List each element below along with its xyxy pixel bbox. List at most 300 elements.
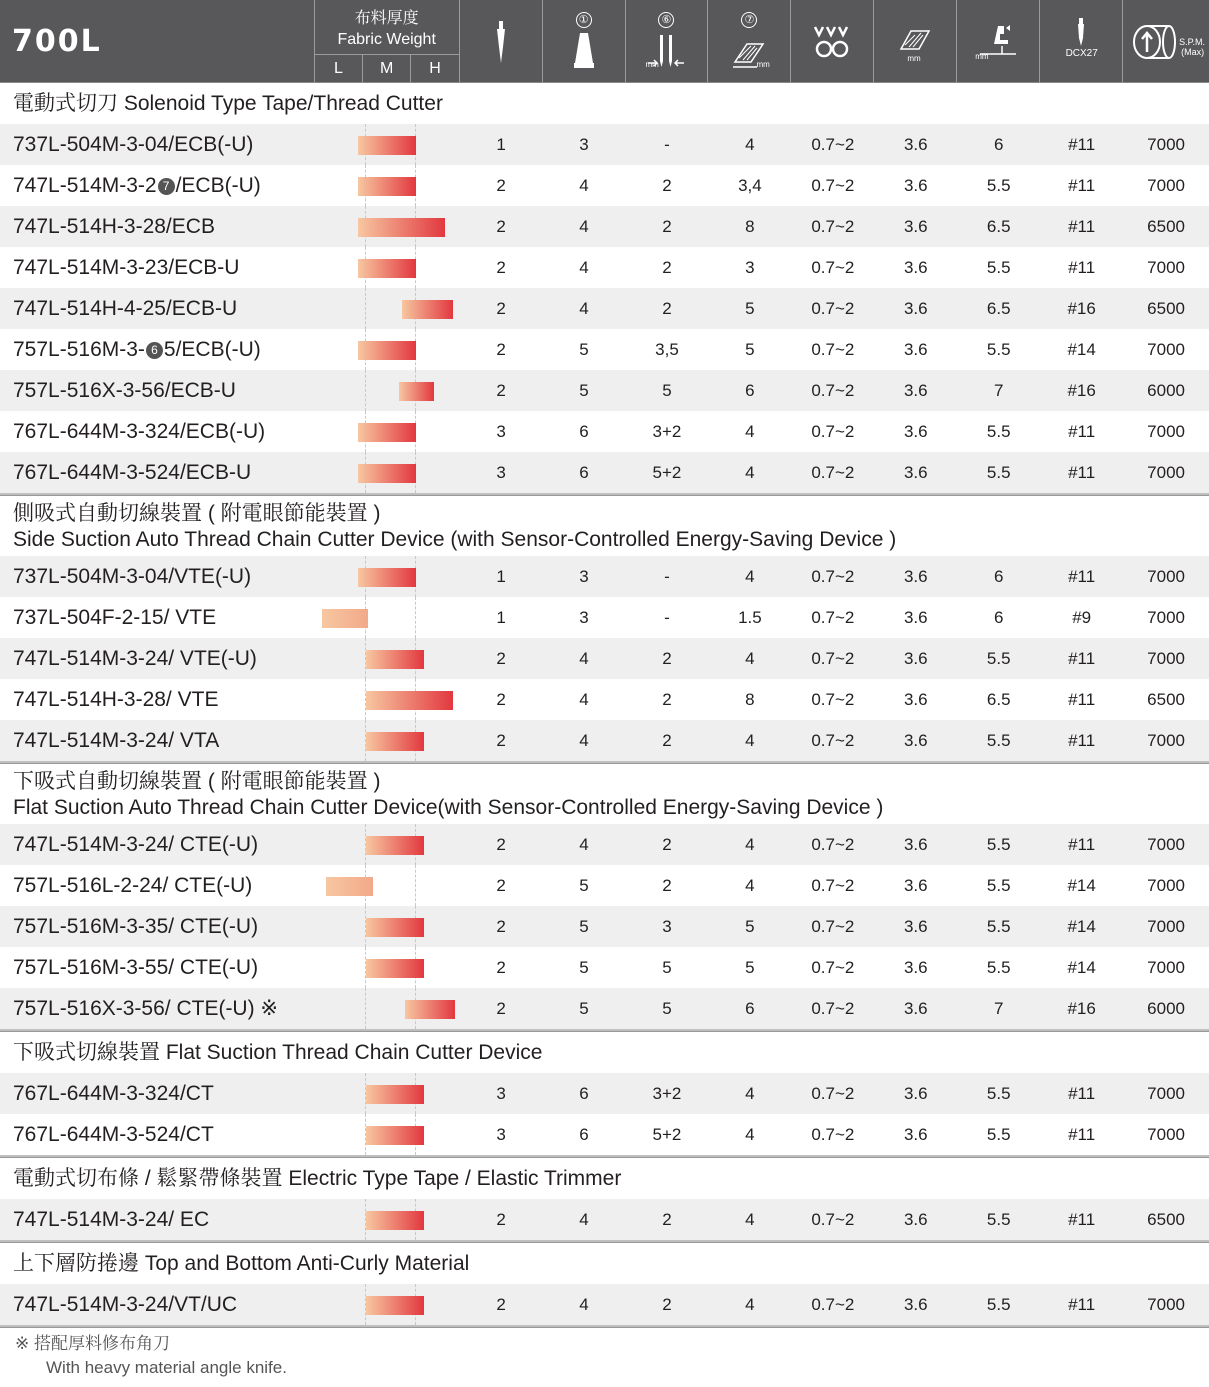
spec-value: 4 xyxy=(579,1294,589,1314)
spec-value: 3.6 xyxy=(903,175,928,195)
table-row xyxy=(0,906,1209,947)
model-name: 747L-514M-3-24/ EC xyxy=(13,1207,210,1231)
spec-value: 2 xyxy=(662,298,672,318)
spec-value: 6 xyxy=(993,607,1004,627)
spec-value: #14 xyxy=(1067,875,1096,895)
spec-value: 4 xyxy=(745,730,755,750)
weight-divider xyxy=(365,988,366,1029)
spec-value: 7000 xyxy=(1147,730,1185,750)
spec-value: 3.6 xyxy=(903,607,928,627)
spec-value: 5.5 xyxy=(986,875,1011,895)
fabric-weight-bar-cell xyxy=(315,329,460,370)
spec-value: 3.6 xyxy=(903,1209,928,1229)
spec-value: 4 xyxy=(745,462,755,482)
section-title xyxy=(0,764,1209,824)
fabric-weight-bar xyxy=(358,177,416,196)
section-title-line: 下吸式自動切線裝置 ( 附電眼節能裝置 ) xyxy=(13,770,381,793)
spec-value: 6 xyxy=(579,462,589,482)
spec-value: 3.6 xyxy=(903,380,928,400)
fabric-weight-bar-cell xyxy=(315,988,460,1029)
table-row xyxy=(0,329,1209,370)
spec-value: 3 xyxy=(496,1124,506,1144)
spec-value: #9 xyxy=(1072,607,1092,627)
spec-value: 4 xyxy=(579,257,589,277)
section-title-line: 電動式切布條 / 鬆緊帶條裝置 Electric Type Tape / Elastic Trimmer xyxy=(13,1167,622,1190)
section-divider xyxy=(0,1325,1209,1328)
model-name-prefix: 747L-514M-3-2 xyxy=(13,173,157,197)
fabric-weight-bar-cell xyxy=(315,370,460,411)
spec-value: 2 xyxy=(662,216,672,236)
table-row xyxy=(0,1284,1209,1325)
spec-value: 4 xyxy=(745,875,755,895)
fabric-weight-bar xyxy=(366,959,424,978)
spec-value: 5.5 xyxy=(986,175,1011,195)
spec-value: #11 xyxy=(1068,421,1096,441)
spec-value: 7000 xyxy=(1147,648,1185,668)
model-name: 767L-644M-3-324/CT xyxy=(13,1081,214,1105)
table-row xyxy=(0,597,1209,638)
fabric-weight-bar xyxy=(366,650,424,669)
spec-value: 2 xyxy=(496,648,506,668)
section-title-line: 側吸式自動切線裝置 ( 附電眼節能裝置 ) xyxy=(13,502,381,525)
model-name xyxy=(0,174,315,198)
spec-value: - xyxy=(664,607,670,627)
spec-value: 5 xyxy=(579,998,589,1018)
spec-value: 4 xyxy=(745,1083,755,1103)
spec-value: 2 xyxy=(662,648,672,668)
spec-value: 3.6 xyxy=(903,916,928,936)
table-row xyxy=(0,247,1209,288)
table-row xyxy=(0,1114,1209,1155)
spec-value: 5 xyxy=(745,957,755,977)
spec-value: 4 xyxy=(579,689,589,709)
spec-value: 3.6 xyxy=(903,298,928,318)
table-row xyxy=(0,865,1209,906)
fabric-weight-bar xyxy=(366,691,453,710)
spec-value: 3 xyxy=(579,607,589,627)
spec-value: 5.5 xyxy=(986,648,1011,668)
spec-value: 2 xyxy=(496,834,506,854)
spec-value: 4 xyxy=(579,834,589,854)
spec-value: 0.7~2 xyxy=(811,462,855,482)
fabric-weight-bar xyxy=(358,259,416,278)
spec-value: #11 xyxy=(1068,216,1096,236)
spec-value: #14 xyxy=(1067,916,1096,936)
spec-value: 5 xyxy=(662,998,672,1018)
spec-value: 5 xyxy=(745,916,755,936)
spec-value: 6.5 xyxy=(986,216,1011,236)
model-name: 737L-504M-3-04/ECB(-U) xyxy=(13,132,254,156)
table-row xyxy=(0,824,1209,865)
spec-value: 5+2 xyxy=(652,462,682,482)
spec-value: 6 xyxy=(579,421,589,441)
spec-table xyxy=(0,83,1209,1328)
model-name: 747L-514M-3-24/ VTE(-U) xyxy=(13,646,257,670)
fabric-weight-bar xyxy=(366,1296,424,1315)
spec-value: 7000 xyxy=(1147,834,1185,854)
spec-value: 2 xyxy=(496,998,506,1018)
spec-value: 0.7~2 xyxy=(811,957,855,977)
spec-value: 3 xyxy=(496,1083,506,1103)
spec-value: 4 xyxy=(745,834,755,854)
weight-divider xyxy=(365,288,366,329)
spec-value: 7 xyxy=(993,998,1004,1018)
spec-value: 6 xyxy=(745,998,755,1018)
section-title xyxy=(0,83,1209,124)
spec-value: 0.7~2 xyxy=(811,1124,855,1144)
spec-value: #11 xyxy=(1068,834,1096,854)
spec-value: #11 xyxy=(1068,1209,1096,1229)
table-header xyxy=(0,0,1209,83)
fabric-weight-bar-cell xyxy=(315,206,460,247)
section-title xyxy=(0,1243,1209,1284)
model-name: 747L-514M-3-24/ CTE(-U) xyxy=(13,832,259,856)
spec-value: 5.5 xyxy=(986,1294,1011,1314)
spec-value: 5.5 xyxy=(986,462,1011,482)
spec-value: 7000 xyxy=(1147,875,1185,895)
spec-value: 2 xyxy=(662,730,672,750)
section-title-line: 電動式切刀 Solenoid Type Tape/Thread Cutter xyxy=(13,92,443,115)
table-row xyxy=(0,679,1209,720)
needle-icon xyxy=(460,0,543,83)
fabric-weight-bar xyxy=(322,609,368,628)
spec-value: 3.6 xyxy=(903,834,928,854)
spec-value: 3.6 xyxy=(903,875,928,895)
fabric-weight-zh: 布料厚度 xyxy=(354,10,419,27)
spec-value: 2 xyxy=(496,730,506,750)
spec-value: 7000 xyxy=(1147,257,1185,277)
needle-system-icon: DCX27 xyxy=(1040,0,1123,83)
fabric-weight-bar xyxy=(366,1126,424,1145)
spec-value: 3,5 xyxy=(655,339,679,359)
spec-value: #11 xyxy=(1068,134,1096,154)
spec-value: 6500 xyxy=(1147,216,1185,236)
fabric-weight-bar-cell xyxy=(315,1199,460,1240)
spec-value: 8 xyxy=(745,216,755,236)
spec-value: 3.6 xyxy=(903,1124,928,1144)
spec-value: 7000 xyxy=(1147,134,1185,154)
fabric-weight-bar-cell xyxy=(315,1073,460,1114)
spec-value: 7000 xyxy=(1147,566,1185,586)
spec-value: 0.7~2 xyxy=(811,648,855,668)
spec-value: 3+2 xyxy=(652,1083,682,1103)
spec-value: 0.7~2 xyxy=(811,134,855,154)
spec-value: 4 xyxy=(745,134,755,154)
fabric-weight-bar xyxy=(358,218,445,237)
fabric-weight-bar-cell xyxy=(315,556,460,597)
spec-value: 0.7~2 xyxy=(811,566,855,586)
model-name: 767L-644M-3-524/ECB-U xyxy=(13,460,252,484)
spec-value: 3.6 xyxy=(903,462,928,482)
section-title-line: Flat Suction Auto Thread Chain Cutter Device(with Sensor-Controlled Energy-Saving Device ) xyxy=(13,796,884,819)
spec-value: 4 xyxy=(579,1209,589,1229)
stitch-length-icon: mm xyxy=(874,0,957,83)
spec-value: 3 xyxy=(496,421,506,441)
weight-level-medium: M xyxy=(363,55,411,83)
table-row xyxy=(0,165,1209,206)
spec-value: 5 xyxy=(662,957,672,977)
table-row xyxy=(0,370,1209,411)
table-row xyxy=(0,638,1209,679)
fabric-weight-bar xyxy=(366,836,424,855)
fabric-weight-bar-cell xyxy=(315,1114,460,1155)
spec-value: 0.7~2 xyxy=(811,257,855,277)
footnote-en: With heavy material angle knife. xyxy=(46,1358,287,1377)
spec-value: 2 xyxy=(496,689,506,709)
footnote xyxy=(15,1332,287,1380)
spec-value: 1 xyxy=(496,566,506,586)
spec-value: 0.7~2 xyxy=(811,1083,855,1103)
spec-value: 2 xyxy=(496,957,506,977)
fabric-weight-bar xyxy=(358,464,416,483)
fabric-weight-bar-cell xyxy=(315,288,460,329)
fabric-weight-bar xyxy=(405,1000,456,1019)
model-name: 747L-514M-3-24/ VTA xyxy=(13,728,220,752)
spec-value: 7000 xyxy=(1147,339,1185,359)
spec-value: 5 xyxy=(745,339,755,359)
model-name-prefix: 757L-516M-3- xyxy=(13,337,145,361)
model-name: 737L-504M-3-04/VTE(-U) xyxy=(13,564,252,588)
spec-value: - xyxy=(664,134,670,154)
fabric-weight-header xyxy=(315,0,460,83)
spec-value: 2 xyxy=(496,298,506,318)
table-row xyxy=(0,947,1209,988)
fabric-weight-bar-cell xyxy=(315,679,460,720)
spec-value: 2 xyxy=(496,339,506,359)
spec-value: 5 xyxy=(579,957,589,977)
spec-value: 5.5 xyxy=(986,339,1011,359)
table-row xyxy=(0,556,1209,597)
spec-value: 5.5 xyxy=(986,421,1011,441)
spec-value: #11 xyxy=(1068,1083,1096,1103)
spec-value: 6 xyxy=(993,134,1004,154)
fabric-weight-bar-cell xyxy=(315,597,460,638)
spec-value: 0.7~2 xyxy=(811,916,855,936)
spec-value: 2 xyxy=(662,175,672,195)
spec-value: 0.7~2 xyxy=(811,1294,855,1314)
spec-value: 0.7~2 xyxy=(811,298,855,318)
spec-value: 3 xyxy=(579,134,589,154)
section-title xyxy=(0,1158,1209,1199)
table-row xyxy=(0,411,1209,452)
spec-value: 0.7~2 xyxy=(811,998,855,1018)
spec-value: 5 xyxy=(579,875,589,895)
spec-value: 6.5 xyxy=(986,298,1011,318)
spec-value: #11 xyxy=(1068,648,1096,668)
spec-value: 4 xyxy=(745,1294,755,1314)
spec-value: 2 xyxy=(496,1294,506,1314)
fabric-weight-bar-cell xyxy=(315,824,460,865)
spec-value: 3 xyxy=(745,257,755,277)
spec-value: 0.7~2 xyxy=(811,834,855,854)
fabric-weight-bar-cell xyxy=(315,411,460,452)
fabric-weight-bar-cell xyxy=(315,638,460,679)
spec-value: 3.6 xyxy=(903,998,928,1018)
table-row xyxy=(0,988,1209,1029)
spec-value: 5 xyxy=(745,298,755,318)
model-name xyxy=(0,338,315,362)
fabric-weight-bar xyxy=(358,423,416,442)
fabric-weight-bar-cell xyxy=(315,720,460,761)
spec-value: 0.7~2 xyxy=(811,380,855,400)
overedge-width-icon: ⑦ mm xyxy=(708,0,791,83)
spec-value: 7000 xyxy=(1147,916,1185,936)
weight-divider xyxy=(415,597,416,638)
spec-value: 4 xyxy=(579,175,589,195)
spec-value: 2 xyxy=(496,175,506,195)
spec-value: 6500 xyxy=(1147,1209,1185,1229)
fabric-weight-bar-cell xyxy=(315,947,460,988)
spec-value: 5.5 xyxy=(986,957,1011,977)
fabric-weight-bar-cell xyxy=(315,906,460,947)
speed-icon: S.P.M. (Max) xyxy=(1123,0,1209,83)
fabric-weight-bar-cell xyxy=(315,247,460,288)
spec-value: 0.7~2 xyxy=(811,875,855,895)
model-name: 747L-514H-4-25/ECB-U xyxy=(13,296,238,320)
spec-value: 0.7~2 xyxy=(811,1209,855,1229)
weight-level-heavy: H xyxy=(429,60,441,77)
spec-value: 2 xyxy=(496,916,506,936)
section-title xyxy=(0,496,1209,556)
spec-value: 2 xyxy=(662,1294,672,1314)
circled-number-badge: 7 xyxy=(158,178,175,195)
spec-value: 0.7~2 xyxy=(811,689,855,709)
spec-value: 2 xyxy=(662,834,672,854)
spec-value: 8 xyxy=(745,689,755,709)
spec-value: 6000 xyxy=(1147,998,1185,1018)
spec-value: 3 xyxy=(579,566,589,586)
spec-value: 4 xyxy=(579,648,589,668)
spec-value: #11 xyxy=(1068,462,1096,482)
fabric-weight-bar xyxy=(402,300,453,319)
spec-value: 3.6 xyxy=(903,134,928,154)
spec-value: 3.6 xyxy=(903,421,928,441)
model-name-suffix: /ECB(-U) xyxy=(175,173,261,197)
circled-number-badge: 6 xyxy=(146,342,163,359)
section-title-line: 上下層防捲邊 Top and Bottom Anti-Curly Material xyxy=(13,1252,470,1275)
spec-value: 6500 xyxy=(1147,298,1185,318)
spec-value: 4 xyxy=(745,421,755,441)
fabric-weight-bar xyxy=(358,136,416,155)
spec-value: 3.6 xyxy=(903,730,928,750)
fabric-weight-bar xyxy=(358,341,416,360)
spec-value: 2 xyxy=(662,1209,672,1229)
model-name: 737L-504F-2-15/ VTE xyxy=(13,605,217,629)
model-name: 757L-516X-3-56/ CTE(-U) ※ xyxy=(13,997,279,1020)
spec-value: 7 xyxy=(993,380,1004,400)
spec-value: 3.6 xyxy=(903,957,928,977)
spec-value: #11 xyxy=(1068,257,1096,277)
fabric-weight-bar xyxy=(358,568,416,587)
fabric-weight-bar xyxy=(366,1211,424,1230)
model-name: 757L-516L-2-24/ CTE(-U) xyxy=(13,873,253,897)
spec-value: 4 xyxy=(745,1124,755,1144)
presser-foot-lift-icon: mm xyxy=(957,0,1040,83)
spec-value: 0.7~2 xyxy=(811,421,855,441)
fabric-weight-bar xyxy=(326,877,372,896)
spec-value: #14 xyxy=(1067,957,1096,977)
section-title-line: 下吸式切線裝置 Flat Suction Thread Chain Cutter Device xyxy=(13,1041,543,1064)
model-name: 767L-644M-3-324/ECB(-U) xyxy=(13,419,266,443)
series-title: 700L xyxy=(0,0,315,83)
spec-value: 3.6 xyxy=(903,339,928,359)
spec-value: 3.6 xyxy=(903,648,928,668)
model-name-suffix: 5/ECB(-U) xyxy=(163,337,261,361)
spec-value: 4 xyxy=(579,298,589,318)
thread-cone-icon: ① xyxy=(543,0,626,83)
spec-value: 7000 xyxy=(1147,1083,1185,1103)
spec-value: 2 xyxy=(496,875,506,895)
needle-gauge-icon: ⑥ mm xyxy=(626,0,709,83)
fabric-weight-bar-cell xyxy=(315,452,460,493)
spec-value: 3 xyxy=(496,462,506,482)
weight-divider xyxy=(415,865,416,906)
spec-value: #14 xyxy=(1067,339,1096,359)
spec-value: 5.5 xyxy=(986,834,1011,854)
spec-value: 3.6 xyxy=(903,1294,928,1314)
fabric-weight-bar xyxy=(366,918,424,937)
spec-value: 5+2 xyxy=(652,1124,682,1144)
spec-value: 7000 xyxy=(1147,1124,1185,1144)
table-row xyxy=(0,206,1209,247)
spec-value: 5.5 xyxy=(986,257,1011,277)
spec-value: 5 xyxy=(579,916,589,936)
fabric-weight-bar xyxy=(366,1085,424,1104)
spec-value: 7000 xyxy=(1147,1294,1185,1314)
spec-value: - xyxy=(664,566,670,586)
footnote-zh: ※ 搭配厚料修布角刀 xyxy=(15,1334,170,1353)
spec-value: #16 xyxy=(1067,380,1096,400)
spec-value: 4 xyxy=(745,1209,755,1229)
spec-value: 5 xyxy=(579,339,589,359)
model-name: 747L-514H-3-28/ VTE xyxy=(13,687,219,711)
model-name: 757L-516M-3-55/ CTE(-U) xyxy=(13,955,259,979)
fabric-weight-bar-cell xyxy=(315,124,460,165)
spec-value: 3.6 xyxy=(903,257,928,277)
spec-value: 4 xyxy=(579,730,589,750)
spec-value: #16 xyxy=(1067,998,1096,1018)
spec-value: 6.5 xyxy=(986,689,1011,709)
spec-value: 3.6 xyxy=(903,216,928,236)
spec-value: 0.7~2 xyxy=(811,607,855,627)
table-row xyxy=(0,124,1209,165)
spec-value: 1.5 xyxy=(738,607,762,627)
fabric-weight-bar-cell xyxy=(315,1284,460,1325)
spec-value: 2 xyxy=(662,257,672,277)
spec-value: 2 xyxy=(496,216,506,236)
weight-divider xyxy=(365,370,366,411)
table-row xyxy=(0,1073,1209,1114)
spec-value: 2 xyxy=(496,1209,506,1229)
spec-value: 5 xyxy=(579,380,589,400)
spec-value: 4 xyxy=(745,566,755,586)
spec-value: 3.6 xyxy=(903,689,928,709)
spec-value: 5.5 xyxy=(986,1209,1011,1229)
fabric-weight-bar xyxy=(366,732,424,751)
spec-value: 6 xyxy=(993,566,1004,586)
spec-value: 5.5 xyxy=(986,1083,1011,1103)
model-name: 757L-516X-3-56/ECB-U xyxy=(13,378,236,402)
spec-value: 6 xyxy=(579,1083,589,1103)
spec-value: 0.7~2 xyxy=(811,339,855,359)
spec-value: 2 xyxy=(662,689,672,709)
spec-value: 5.5 xyxy=(986,1124,1011,1144)
model-name: 747L-514M-3-24/VT/UC xyxy=(13,1292,238,1316)
spec-value: 0.7~2 xyxy=(811,730,855,750)
table-row xyxy=(0,288,1209,329)
spec-value: #11 xyxy=(1068,689,1096,709)
model-name: 767L-644M-3-524/CT xyxy=(13,1122,214,1146)
